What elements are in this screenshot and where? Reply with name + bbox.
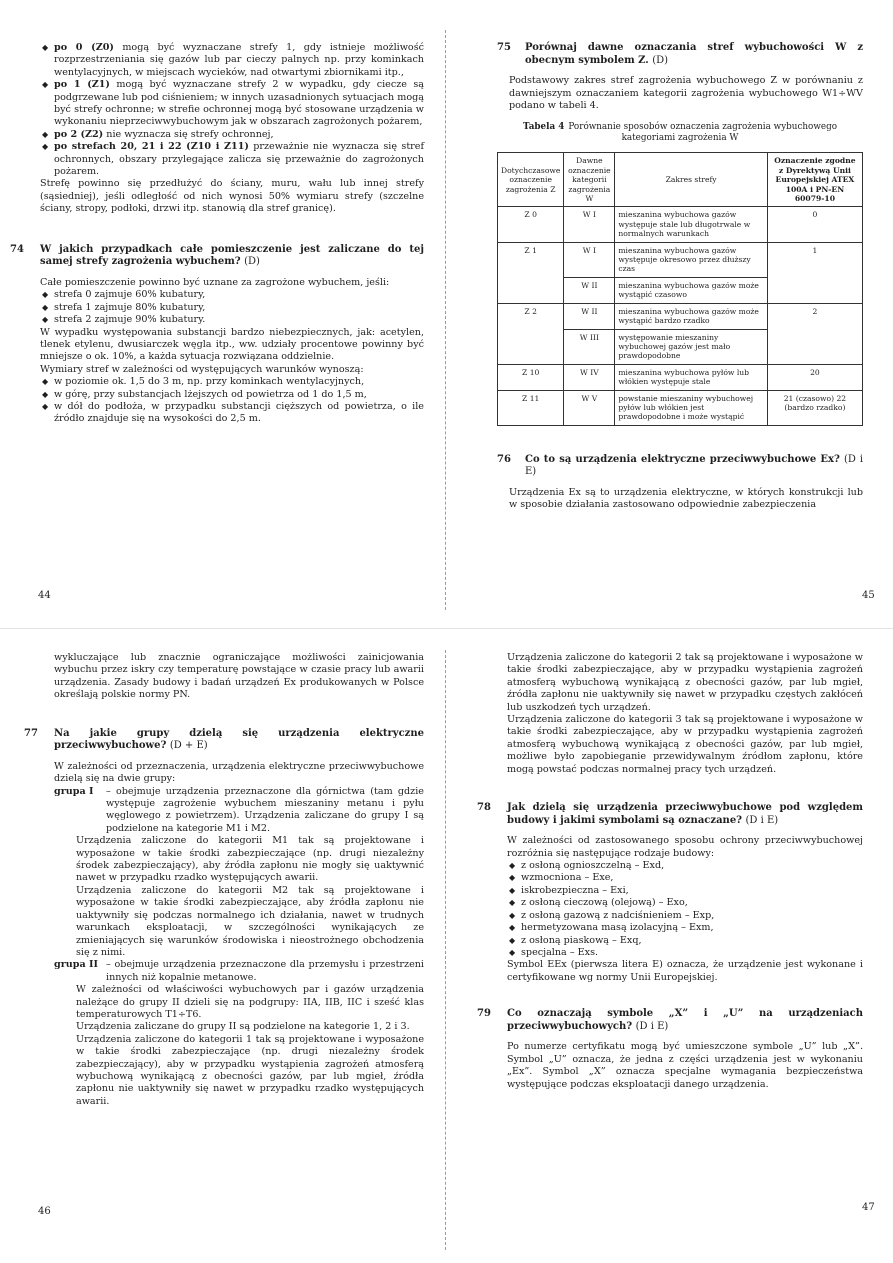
- table-row: W II mieszanina wybuchowa gazów może wystąpić czasowo: [498, 277, 863, 303]
- table-row: Z 2 W II mieszanina wybuchowa gazów może wystąpić bardzo rzadko 2: [498, 303, 863, 329]
- table-header: Dawne oznaczenie kategorii zagrożenia W: [564, 153, 615, 207]
- question-heading-76: 76 Co to są urządzenia elektryczne przeciwwybuchowe Ex? (D i E): [497, 453, 864, 478]
- paragraph: Urządzenia zaliczone do kategorii M2 tak są projektowane i wyposażone w takie środki zabezpieczające, aby źródła zapłonu nie uaktywniły się podczas normalnego ich działania, nawet w trudnych warunkach eksploatacji, w szczególności wynikających ze zmieniających się warunków środowiska i nieostrożnego obchodzenia się z nimi.: [76, 884, 424, 958]
- table-row: Z 1 W I mieszanina wybuchowa gazów występuje okresowo przez dłuższy czas 1: [498, 242, 863, 277]
- list-item: ◆ strefa 0 zajmuje 60% kubatury,: [42, 289, 206, 301]
- list-item: ◆ po 1 (Z1) mogą być wyznaczane strefy 2 w wypadku, gdy ciecze są podgrzewane lub pod ciśnieniem; w innych uzasadnionych sytuacjach mogą być strefy ochronne; w strefie ochronnej mogą być stosowane urządzenia w wykonaniu nieprzeciwwybuchowym jak w obszarach zagrożonych pożarem,: [42, 79, 424, 128]
- page-46: [0, 640, 446, 1263]
- paragraph: Wymiary stref w zależności od występujących warunków wynoszą:: [40, 363, 364, 375]
- list-item: ◆ z osłoną gazową z nadciśnieniem – Exp,: [509, 909, 715, 921]
- list-item: ◆ w poziomie ok. 1,5 do 3 m, np. przy kominkach wentylacyjnych,: [42, 376, 365, 388]
- list-item: ◆ z osłoną cieczową (olejową) – Exo,: [509, 897, 688, 909]
- question-heading-78: 78 Jak dzielą się urządzenia przeciwwybuchowe pod względem budowy i jakimi symbolami są oznaczane? (D i E): [477, 802, 863, 826]
- group-i-block: grupa I – obejmuje urządzenia przeznaczone dla górnictwa (tam gdzie występuje zagrożenie wybuchem mieszaniny metanu i pyłu węglowego z powietrzem). Urządzenia zaliczane do grupy I są podzielone na kategorie M1 i M2.: [54, 785, 424, 834]
- paragraph: W wypadku występowania substancji bardzo niebezpiecznych, jak: acetylen, tlenek etylenu, dwusiarczek węgla itp., ww. udziały procentowe powinny być mniejsze o ok. 10%, a każda sytuacja rozwiązana oddzielnie.: [40, 326, 424, 363]
- diamond-bullet-icon: ◆: [42, 290, 49, 300]
- page-47: [447, 640, 893, 1263]
- list-item: ◆ wzmocniona – Exe,: [509, 872, 614, 884]
- list-item: ◆ po 0 (Z0) mogą być wyznaczane strefy 1, gdy istnieje możliwość rozprzestrzeniania się gazów lub par cieczy palnych np. przy kominkach wentylacyjnych, w miejscach wycieków, nad otwartymi zbiornikami itp.,: [42, 42, 424, 78]
- construction-type-list: [507, 860, 863, 959]
- diamond-bullet-icon: ◆: [509, 947, 516, 957]
- diamond-bullet-icon: ◆: [509, 910, 516, 920]
- list-item: ◆ strefa 2 zajmuje 90% kubatury.: [42, 314, 206, 326]
- table-row: W III występowanie mieszaniny wybuchowej gazów jest mało prawdopodobne: [498, 329, 863, 364]
- diamond-bullet-icon: ◆: [42, 80, 49, 90]
- diamond-bullet-icon: ◆: [42, 302, 49, 312]
- paragraph: W zależności od przeznaczenia, urządzenia elektryczne przeciwwybuchowe dzielą się na dwie grupy:: [54, 760, 424, 785]
- paragraph: Całe pomieszczenie powinno być uznane za zagrożone wybuchem, jeśli:: [40, 276, 390, 288]
- diamond-bullet-icon: ◆: [42, 389, 49, 399]
- page-45: [447, 0, 893, 620]
- diamond-bullet-icon: ◆: [509, 898, 516, 908]
- paragraph: Strefę powinno się przedłużyć do ściany, muru, wału lub innej strefy (sąsiedniej), jeśli odległość od nich wynosi 50% wymiaru strefy (szczelne ściany, stropy, podłoki, drzwi itp. stanowią dla stref granicę).: [40, 178, 424, 215]
- paragraph: wykluczające lub znacznie ograniczające możliwości zainicjowania wybuchu przez iskry czy temperaturę powstające w czasie pracy lub awarii urządzenia. Zasady budowy i badań urządzeń Ex produkowanych w Polsce określają polskie normy PN.: [54, 652, 424, 701]
- paragraph: W zależności od właściwości wybuchowych par i gazów urządzenia należące do grupy II dzieli się na podgrupy: IIA, IIB, IIC i sześć klas temperaturowych T1÷T6.: [76, 984, 424, 1020]
- paragraph: Urządzenia zaliczone do kategorii 2 tak są projektowane i wyposażone w takie środki zabezpieczające, aby w przypadku wystąpienia zagrożeń atmosferą wybuchową wynikającą z obecności gazów, par lub mgieł, źródła zapłonu nie uaktywniły się nawet w przypadku częstych zakłóceń lub uszkodzeń tych urządzeń.: [507, 652, 863, 713]
- table-header: Dotychczasowe oznaczenie zagrożenia Z: [498, 153, 564, 207]
- zone-bullet-list: [40, 42, 424, 178]
- diamond-bullet-icon: ◆: [42, 142, 49, 152]
- zone-comparison-table: [497, 152, 863, 425]
- diamond-bullet-icon: ◆: [509, 935, 516, 945]
- table-row: Z 0 W I mieszanina wybuchowa gazów występuje stale lub długotrwale w normalnych warunkach 0: [498, 207, 863, 242]
- paragraph: Urządzenia zaliczone do kategorii 3 tak są projektowane i wyposażone w takie środki zabezpieczające, aby w przypadku wystąpienia zagrożeń atmosferą wybuchową wynikającą z obecności gazów, par lub mgieł, możliwe było zapobieganie przewidywalnym źródłom zapłonu, które mogą powstać podczas normalnej pracy tych urządzeń.: [507, 714, 863, 775]
- list-item: ◆ z osłoną piaskową – Exq,: [509, 934, 642, 946]
- paragraph: Urządzenia Ex są to urządzenia elektryczne, w których konstrukcji lub w sposobie działania zastosowano odpowiednie zabezpieczenia: [509, 486, 863, 511]
- table-header: Zakres strefy: [615, 153, 767, 207]
- page-number: 46: [38, 1206, 51, 1217]
- page-number: 44: [38, 590, 51, 601]
- list-item: ◆ iskrobezpieczna – Exi,: [509, 884, 629, 896]
- list-item: ◆ po 2 (Z2) nie wyznacza się strefy ochronnej,: [42, 128, 274, 140]
- diamond-bullet-icon: ◆: [42, 315, 49, 325]
- paragraph: Urządzenia zaliczone do kategorii M1 tak są projektowane i wyposażone w takie środki zabezpieczające (np. drugi niezależny środek zabezpieczający), aby źródła zapłonu nie mogły się uaktywnić nawet w przypadku rzadko występujących awarii.: [76, 835, 424, 884]
- question-heading-79: 79 Co oznaczają symbole „X” i „U” na urządzeniach przeciwwybuchowych? (D i E): [477, 1008, 863, 1032]
- list-item: ◆ z osłoną ognioszczelną – Exd,: [509, 860, 665, 872]
- paragraph: W zależności od zastosowanego sposobu ochrony przeciwwybuchowej rozróżnia się następujące rodzaje budowy:: [507, 835, 863, 859]
- question-heading-75: 75 Porównaj dawne oznaczania stref wybuchowości W z obecnym symbolem Z. (D): [497, 42, 863, 66]
- table-header: Oznaczenie zgodne z Dyrektywą Unii Europejskiej ATEX 100A i PN-EN 60079-10: [767, 153, 862, 207]
- diamond-bullet-icon: ◆: [42, 401, 49, 411]
- page-44: [0, 0, 446, 620]
- volume-bullet-list: [40, 289, 424, 326]
- paragraph: Po numerze certyfikatu mogą być umieszczone symbole „U” lub „X”. Symbol „U” oznacza, że jedna z części urządzenia jest w wykonaniu „Ex”. Symbol „X” oznacza specjalne wymagania bezpieczeństwa występujące podczas eksploatacji danego urządzenia.: [507, 1041, 863, 1090]
- paragraph: Urządzenia zaliczane do grupy II są podzielone na kategorie 1, 2 i 3.: [76, 1021, 410, 1033]
- diamond-bullet-icon: ◆: [509, 861, 516, 871]
- list-item: ◆ hermetyzowana masą izolacyjną – Exm,: [509, 922, 714, 934]
- list-item: ◆ po strefach 20, 21 i 22 (Z10 i Z11) przeważnie nie wyznacza się stref ochronnych, obszary przylegające zalicza się przeważnie do zagrożonych pożarem.: [42, 141, 424, 178]
- diamond-bullet-icon: ◆: [42, 129, 49, 139]
- diamond-bullet-icon: ◆: [42, 43, 49, 52]
- diamond-bullet-icon: ◆: [42, 377, 49, 387]
- page-number: 45: [862, 590, 875, 601]
- dimension-bullet-list: [40, 376, 424, 426]
- group-ii-block: grupa II – obejmuje urządzenia przeznaczone dla przemysłu i przestrzeni innych niż kopalnie metanowe.: [54, 959, 424, 983]
- paragraph: Urządzenia zaliczone do kategorii 1 tak są projektowane i wyposażone w takie środki zabezpieczające (np. drugi niezależny środek zabezpieczający), aby w przypadku wystąpienia zagrożeń atmosferą wybuchową wynikającą z obecności gazów, par lub mgieł, źródła zapłonu nie uaktywniły się nawet w przypadku rzadko występujących awarii.: [76, 1033, 424, 1107]
- page-number: 47: [862, 1202, 875, 1213]
- table-row: Z 10 W IV mieszanina wybuchowa pyłów lub włókien występuje stale 20: [498, 364, 863, 390]
- spread-separator: [0, 628, 893, 629]
- question-heading-77: 77 Na jakie grupy dzielą się urządzenia elektryczne przeciwwybuchowe? (D + E): [24, 727, 424, 752]
- paragraph: Podstawowy zakres stref zagrożenia wybuchowego Z w porównaniu z dawniejszym oznaczaniem kategorii zagrożenia wybuchowego W1÷WV podano w tabeli 4.: [509, 75, 863, 111]
- diamond-bullet-icon: ◆: [509, 873, 516, 883]
- table-row: Z 11 W V powstanie mieszaniny wybuchowej pyłów lub włókien jest prawdopodobne i może wystąpić 21 (czasowo) 22 (bardzo rzadko): [498, 390, 863, 425]
- diamond-bullet-icon: ◆: [509, 923, 516, 933]
- diamond-bullet-icon: ◆: [509, 885, 516, 895]
- list-item: ◆ w górę, przy substancjach lżejszych od powietrza od 1 do 1,5 m,: [42, 388, 367, 400]
- list-item: ◆ strefa 1 zajmuje 80% kubatury,: [42, 301, 206, 313]
- paragraph: Symbol EEx (pierwsza litera E) oznacza, że urządzenie jest wykonane i certyfikowane wg normy Unii Europejskiej.: [507, 959, 863, 983]
- question-heading-74: 74 W jakich przypadkach całe pomieszczenie jest zaliczane do tej samej strefy zagrożenia wybuchem? (D): [10, 243, 424, 268]
- table-caption: Tabela 4 Porównanie sposobów oznaczenia zagrożenia wybuchowego kategoriami zagrożenia W: [522, 122, 838, 144]
- list-item: ◆ specjalna – Exs.: [509, 946, 599, 958]
- list-item: ◆ w dół do podłoża, w przypadku substancji cięższych od powietrza, o ile źródło znajduje się na wysokości do 2,5 m.: [42, 400, 424, 425]
